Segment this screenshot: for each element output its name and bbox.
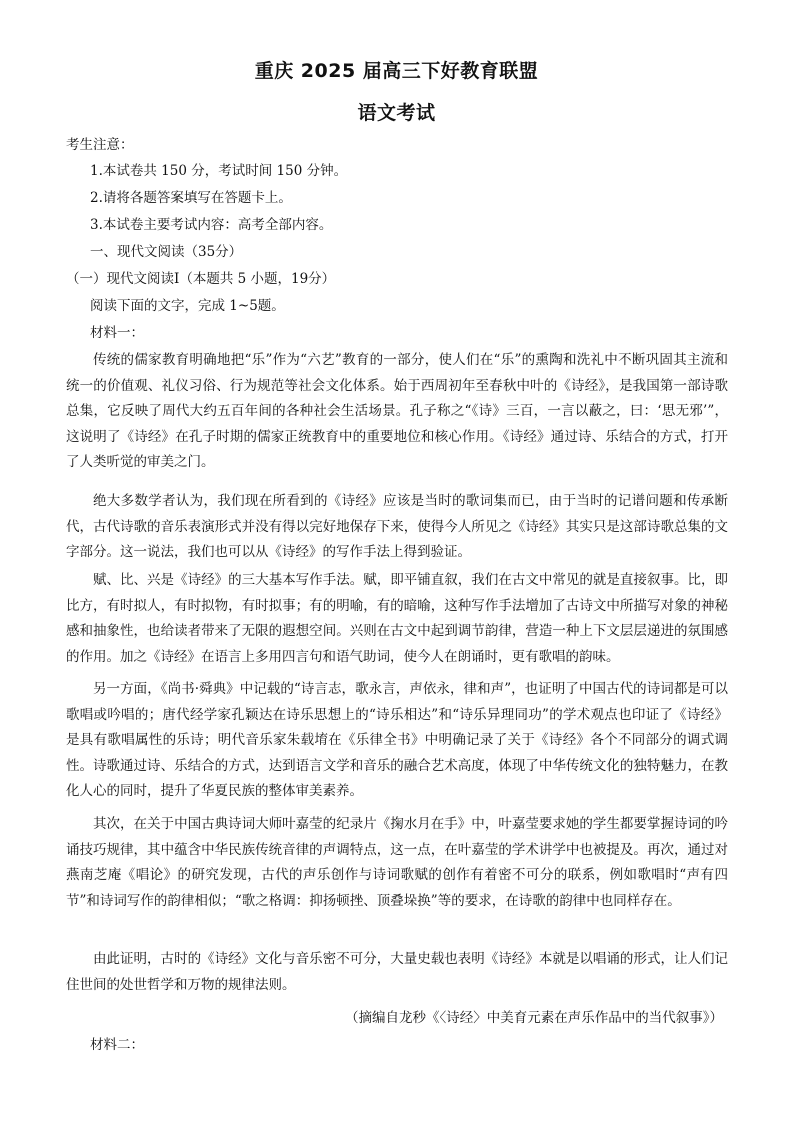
paragraph-3: 赋、比、兴是《诗经》的三大基本写作手法。赋，即平铺直叙，我们在古文中常见的就是直接叙事。比，即比方，有时拟人，有时拟物，有时拟事；有的明喻，有的暗喻，这种写作手法增加了古诗文中所描写对象的神秘感和抽象性，也给读者带来了无限的遐想空间。兴则在古文中起到调节韵律，营造一种上下文层层递进的氛围感的作用。加之《诗经》在语言上多用四言句和语气助词，使今人在朗诵时，更有歌唱的韵味。 [66,572,728,665]
paragraph-5: 其次，在关于中国古典诗词大师叶嘉莹的纪录片《掬水月在手》中，叶嘉莹要求她的学生都要掌握诗词的吟诵技巧规律，其中蕴含中华民族传统音律的声调特点，这一点，在叶嘉莹的学术讲学中也被提及。再次，通过对燕南芝庵《唱论》的研究发现，古代的声乐创作与诗词歌赋的创作有着密不可分的联系，例如歌唱时“声有四节”和诗词写作的韵律相似；“歌之格调：抑扬顿挫、顶叠垛换”等的要求，在诗歌的韵律中也同样存在。 [66,816,728,909]
exam-title: 重庆 2025 届高三下好教育联盟 [254,60,539,82]
exam-subtitle: 语文考试 [357,102,436,124]
reading-instruction: 阅读下面的文字，完成 1~5题。 [90,298,285,314]
paragraph-1: 传统的儒家教育明确地把“乐”作为“六艺”教育的一部分，使人们在“乐”的熏陶和洗礼中不断巩固其主流和统一的价值观、礼仪习俗、行为规范等社会文化体系。始于西周初年至春秋中叶的《诗经》，是我国第一部诗歌总集，它反映了周代大约五百年间的各种社会生活场景。孔子称之“《诗》三百，一言以蔽之，曰：‘思无邪’”，这说明了《诗经》在孔子时期的儒家正统教育中的重要地位和核心作用。《诗经》通过诗、乐结合的方式，打开了人类听觉的审美之门。 [66,352,728,471]
notice-item-1: 1.本试卷共 150 分，考试时间 150 分钟。 [90,163,348,179]
material-2-label: 材料二： [90,1037,144,1053]
material-1-label: 材料一： [90,325,144,341]
section-heading: 一、现代文阅读（35分） [90,244,243,260]
paragraph-4: 另一方面，《尚书·舜典》中记载的“诗言志，歌永言，声依永，律和声”，也证明了中国古代的诗词都是可以歌唱或吟唱的；唐代经学家孔颖达在诗乐思想上的“诗乐相达”和“诗乐异理同功”的学术观点也印证了《诗经》是具有歌唱属性的乐诗；明代音乐家朱载堉在《乐律全书》中明确记录了关于《诗经》各个不同部分的调式调性。诗歌通过诗、乐结合的方式，达到语言文学和音乐的融合艺术高度，体现了中华传统文化的独特魅力，在教化人心的同时，提升了华夏民族的整体审美素养。 [66,681,728,800]
subsection-heading: （一）现代文阅读Ⅰ（本题共 5 小题，19分） [66,271,336,287]
notice-item-3: 3.本试卷主要考试内容：高考全部内容。 [90,217,333,233]
notice-item-2: 2.请将各题答案填写在答题卡上。 [90,190,292,206]
source-citation: （摘编自龙秒《〈诗经〉中美育元素在声乐作品中的当代叙事》） [345,1010,723,1026]
notice-heading: 考生注意： [66,137,134,153]
paragraph-2: 绝大多数学者认为，我们现在所看到的《诗经》应该是当时的歌词集而已，由于当时的记谱问题和传承断代，古代诗歌的音乐表演形式并没有得以完好地保存下来，使得今人所见之《诗经》其实只是这部诗歌总集的文字部分。这一说法，我们也可以从《诗经》的写作手法上得到验证。 [66,493,728,561]
paragraph-6: 由此证明，古时的《诗经》文化与音乐密不可分，大量史载也表明《诗经》本就是以唱诵的形式，让人们记住世间的处世哲学和万物的规律法则。 [66,951,728,993]
